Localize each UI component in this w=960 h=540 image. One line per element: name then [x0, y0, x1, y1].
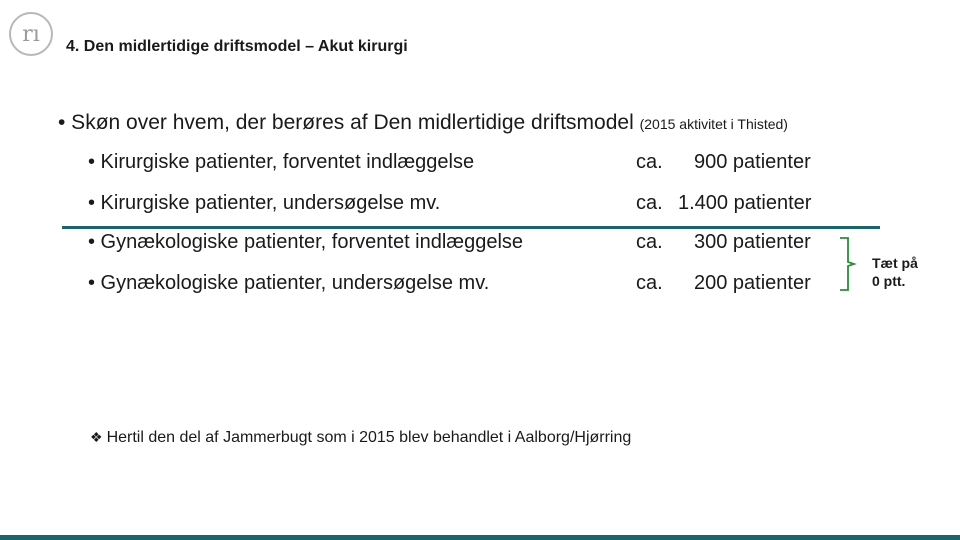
- row-label: • Gynækologiske patienter, forventet indlæggelse: [88, 231, 524, 253]
- logo-text: rı: [22, 21, 40, 47]
- row-label: • Kirurgiske patienter, forventet indlæggelse: [88, 151, 475, 173]
- row-ca: ca.: [636, 192, 663, 214]
- divider: [62, 226, 880, 229]
- side-note-line2: 0 ptt.: [872, 273, 906, 289]
- row-value: 200 patienter: [694, 272, 811, 294]
- bottom-accent-bar: [0, 535, 960, 540]
- row-ca: ca.: [636, 231, 663, 253]
- lead-text: • Skøn over hvem, der berøres af Den midlertidige driftsmodel: [58, 111, 634, 134]
- bracket-icon: [838, 236, 862, 292]
- list-item: [88, 192, 812, 215]
- row-value: 900 patienter: [694, 151, 811, 173]
- side-note: [872, 254, 918, 290]
- list-item: [88, 272, 811, 295]
- list-item: [88, 151, 811, 174]
- footnote-text: Hertil den del af Jammerbugt som i 2015 blev behandlet i Aalborg/Hjørring: [106, 429, 632, 446]
- row-ca: ca.: [636, 151, 663, 173]
- row-value: 300 patienter: [694, 231, 811, 253]
- footnote: [90, 429, 631, 447]
- row-value: 1.400 patienter: [678, 192, 812, 214]
- row-label: • Gynækologiske patienter, undersøgelse mv.: [88, 272, 490, 294]
- row-label: • Kirurgiske patienter, undersøgelse mv.: [88, 192, 441, 214]
- row-ca: ca.: [636, 272, 663, 294]
- lead-note: (2015 aktivitet i Thisted): [639, 116, 788, 132]
- lead-bullet: [58, 111, 788, 135]
- list-item: [88, 231, 811, 254]
- side-note-line1: Tæt på: [872, 255, 918, 271]
- page-title: 4. Den midlertidige driftsmodel – Akut kirurgi: [66, 38, 408, 55]
- diamond-bullet-icon: ❖: [90, 429, 103, 445]
- logo: [9, 12, 53, 56]
